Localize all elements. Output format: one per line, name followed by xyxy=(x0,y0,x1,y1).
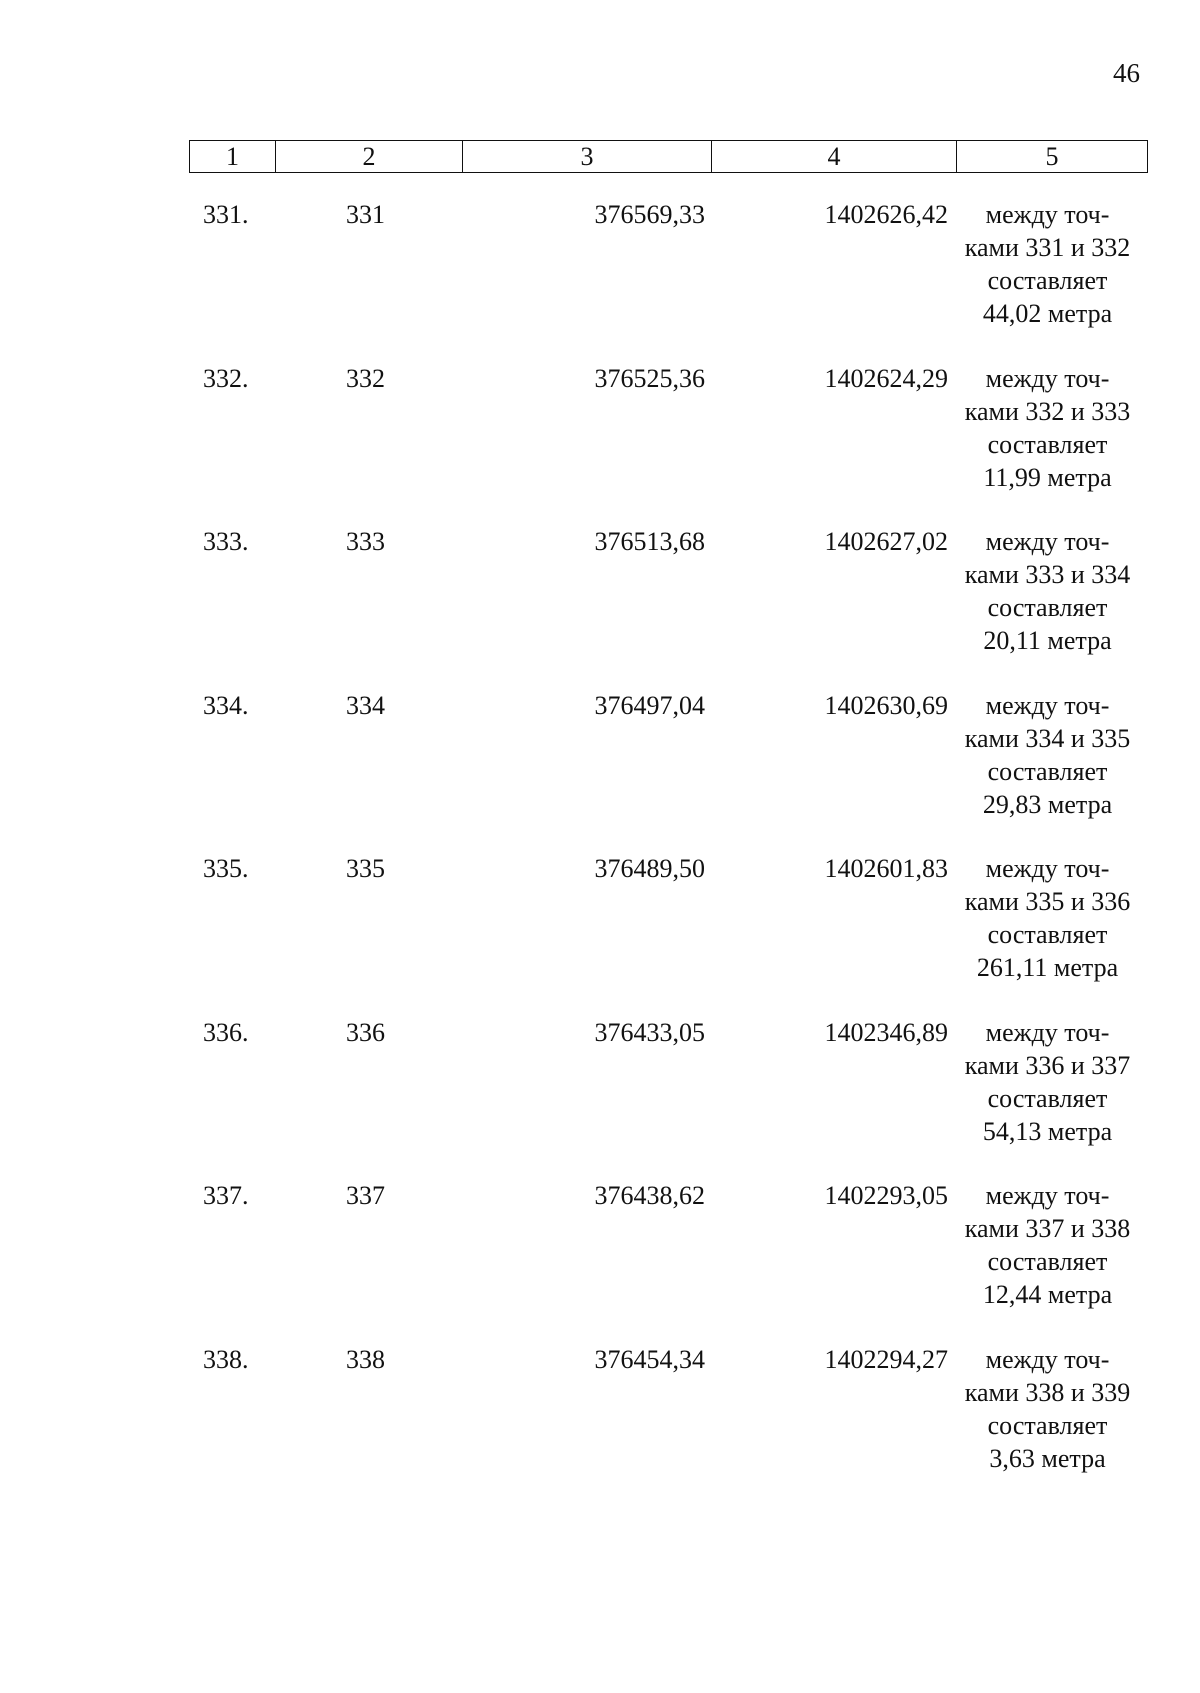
distance-line: между точ- xyxy=(985,1344,1110,1374)
distance-description xyxy=(950,852,1145,984)
header-col-5: 5 xyxy=(1045,142,1059,171)
distance-line: составляет xyxy=(987,1247,1108,1276)
distance-line: 3,63 метра xyxy=(989,1443,1106,1473)
point-id: 336 xyxy=(346,1017,385,1047)
row-number: 336. xyxy=(203,1017,249,1047)
distance-line: между точ- xyxy=(985,854,1110,883)
distance-description xyxy=(950,1016,1145,1148)
point-id: 333 xyxy=(346,527,385,556)
header-col-1: 1 xyxy=(190,141,276,172)
distance-line: ками 333 и 334 xyxy=(964,560,1131,589)
distance-line: составляет xyxy=(987,1410,1108,1440)
table-header xyxy=(189,140,1148,173)
point-id: 338 xyxy=(346,1344,385,1374)
distance-line: 11,99 метра xyxy=(983,462,1112,492)
coord-y: 1402630,69 xyxy=(824,690,948,720)
coord-y: 1402627,02 xyxy=(824,527,948,556)
distance-line: между точ- xyxy=(985,527,1110,556)
distance-line: между точ- xyxy=(985,1181,1110,1210)
distance-line: между точ- xyxy=(985,363,1110,393)
distance-description xyxy=(950,525,1145,657)
distance-line: ками 335 и 336 xyxy=(964,887,1131,916)
point-id: 332 xyxy=(346,363,385,393)
distance-line: 44,02 метра xyxy=(982,299,1113,328)
distance-line: составляет xyxy=(987,593,1108,622)
row-number: 337. xyxy=(203,1181,249,1210)
distance-line: ками 332 и 333 xyxy=(964,396,1131,426)
table-row xyxy=(0,525,1200,689)
distance-line: 20,11 метра xyxy=(983,626,1112,655)
table-row xyxy=(0,362,1200,526)
distance-description xyxy=(950,1179,1145,1311)
row-number: 335. xyxy=(203,854,249,883)
table-row xyxy=(0,1343,1200,1507)
coord-x: 376569,33 xyxy=(594,200,705,229)
row-number: 332. xyxy=(203,363,249,393)
table-row xyxy=(0,689,1200,853)
distance-line: между точ- xyxy=(985,690,1110,720)
distance-line: составляет xyxy=(987,1083,1108,1113)
table-row xyxy=(0,198,1200,362)
coord-y: 1402294,27 xyxy=(824,1344,948,1374)
coord-y: 1402624,29 xyxy=(824,363,948,393)
coord-x: 376497,04 xyxy=(594,690,705,720)
coord-x: 376433,05 xyxy=(594,1017,705,1047)
coord-x: 376513,68 xyxy=(594,527,705,556)
table-body xyxy=(0,198,1200,1506)
row-number: 331. xyxy=(203,200,249,229)
distance-line: составляет xyxy=(987,429,1108,459)
table-row xyxy=(0,1016,1200,1180)
distance-line: составляет xyxy=(987,756,1108,786)
point-id: 335 xyxy=(346,854,385,883)
coord-x: 376438,62 xyxy=(594,1181,705,1210)
coord-x: 376525,36 xyxy=(594,363,705,393)
coord-x: 376489,50 xyxy=(594,854,705,883)
point-id: 331 xyxy=(346,200,385,229)
distance-line: между точ- xyxy=(985,200,1110,229)
coord-y: 1402346,89 xyxy=(824,1017,948,1047)
distance-description xyxy=(950,362,1145,494)
distance-line: между точ- xyxy=(985,1017,1110,1047)
table-row xyxy=(0,852,1200,1016)
header-col-3: 3 xyxy=(463,141,712,172)
distance-description xyxy=(950,198,1145,330)
distance-line: ками 331 и 332 xyxy=(964,233,1131,262)
distance-line: ками 338 и 339 xyxy=(964,1377,1131,1407)
distance-description xyxy=(950,689,1145,821)
row-number: 338. xyxy=(203,1344,249,1374)
row-number: 333. xyxy=(203,527,249,556)
point-id: 337 xyxy=(346,1181,385,1210)
distance-line: ками 337 и 338 xyxy=(964,1214,1131,1243)
distance-line: составляет xyxy=(987,266,1108,295)
point-id: 334 xyxy=(346,690,385,720)
distance-line: составляет xyxy=(987,920,1108,949)
page-number: 46 xyxy=(1113,58,1140,88)
row-number: 334. xyxy=(203,690,249,720)
distance-line: 29,83 метра xyxy=(982,789,1113,819)
table-row xyxy=(0,1179,1200,1343)
header-col-4: 4 xyxy=(712,141,957,172)
distance-line: ками 334 и 335 xyxy=(964,723,1131,753)
coord-y: 1402626,42 xyxy=(824,200,948,229)
coord-x: 376454,34 xyxy=(594,1344,705,1374)
coord-y: 1402601,83 xyxy=(824,854,948,883)
distance-line: 261,11 метра xyxy=(976,953,1119,982)
distance-line: ками 336 и 337 xyxy=(964,1050,1131,1080)
header-col-2: 2 xyxy=(276,141,463,172)
distance-line: 12,44 метра xyxy=(982,1280,1113,1309)
distance-line: 54,13 метра xyxy=(982,1116,1113,1146)
distance-description xyxy=(950,1343,1145,1475)
coord-y: 1402293,05 xyxy=(824,1181,948,1210)
